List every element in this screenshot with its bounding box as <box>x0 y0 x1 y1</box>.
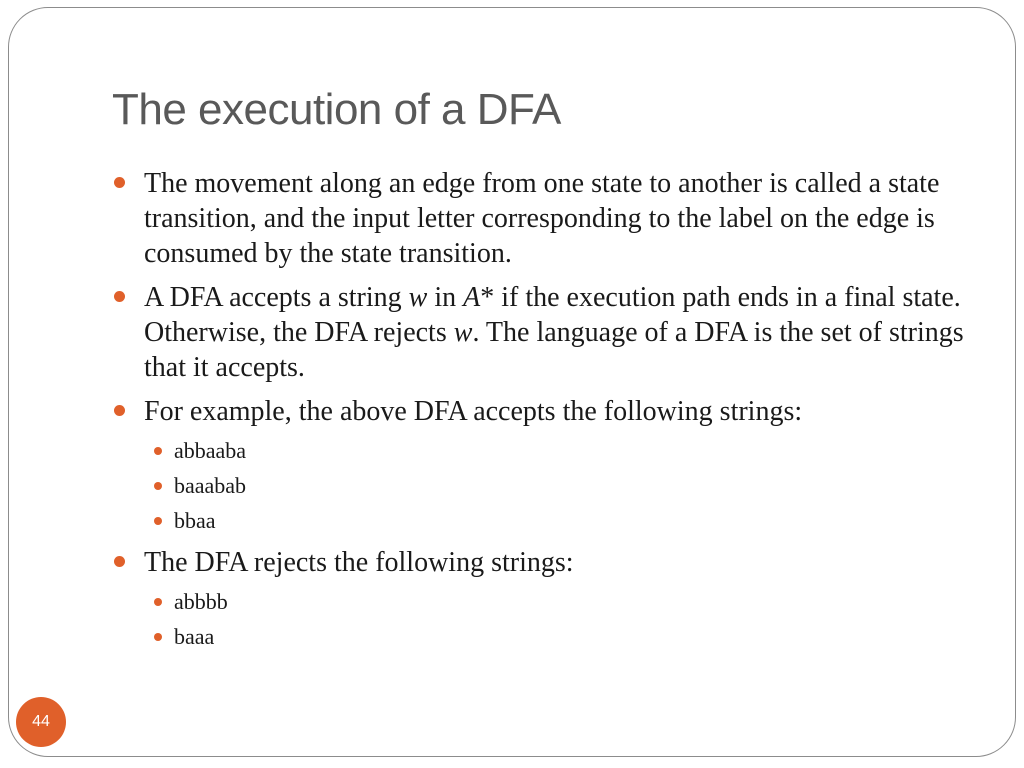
bullet-dot-icon <box>114 556 125 567</box>
variable-w: w <box>453 317 473 348</box>
bullet-state-transition <box>110 166 970 271</box>
bullet-text: The DFA rejects the following strings: <box>144 547 574 578</box>
bullet-text: The movement along an edge from one state to another is called a state transition, and the input letter corresponding to the label on the edge is consumed by the state transition. <box>144 168 940 269</box>
page-number-badge: 44 <box>16 697 66 747</box>
accepted-strings-list <box>110 438 970 533</box>
slide-content <box>110 166 970 661</box>
string-value: baaabab <box>174 473 247 498</box>
variable-a: A <box>463 282 481 313</box>
bullet-dot-icon <box>114 291 125 302</box>
list-item <box>110 473 970 498</box>
sub-bullet-dot-icon <box>154 633 162 641</box>
string-value: abbaaba <box>174 438 247 463</box>
bullet-accepts-definition <box>110 280 970 385</box>
list-item <box>110 624 970 649</box>
rejected-strings-list <box>110 589 970 649</box>
bullet-text-part: . The language of a DFA is the set of strings that it accepts. <box>144 317 964 383</box>
string-value: abbbb <box>174 589 228 614</box>
list-item <box>110 589 970 614</box>
bullet-dot-icon <box>114 405 125 416</box>
sub-bullet-dot-icon <box>154 598 162 606</box>
list-item <box>110 438 970 463</box>
sub-bullet-dot-icon <box>154 447 162 455</box>
slide-title: The execution of a DFA <box>112 85 561 134</box>
list-item <box>110 508 970 533</box>
bullet-text-part: * if the execution path ends in a final state. Otherwise, the DFA rejects <box>144 282 961 348</box>
bullet-text-part: A DFA accepts a string <box>144 282 409 313</box>
sub-bullet-dot-icon <box>154 517 162 525</box>
bullet-dot-icon <box>114 177 125 188</box>
string-value: bbaa <box>174 508 216 533</box>
sub-bullet-dot-icon <box>154 482 162 490</box>
bullet-text: For example, the above DFA accepts the following strings: <box>144 396 803 427</box>
variable-w: w <box>408 282 428 313</box>
bullet-text-part: in <box>427 282 464 313</box>
bullet-accepted-example <box>110 394 970 429</box>
bullet-rejected-example <box>110 545 970 580</box>
string-value: baaa <box>174 624 215 649</box>
